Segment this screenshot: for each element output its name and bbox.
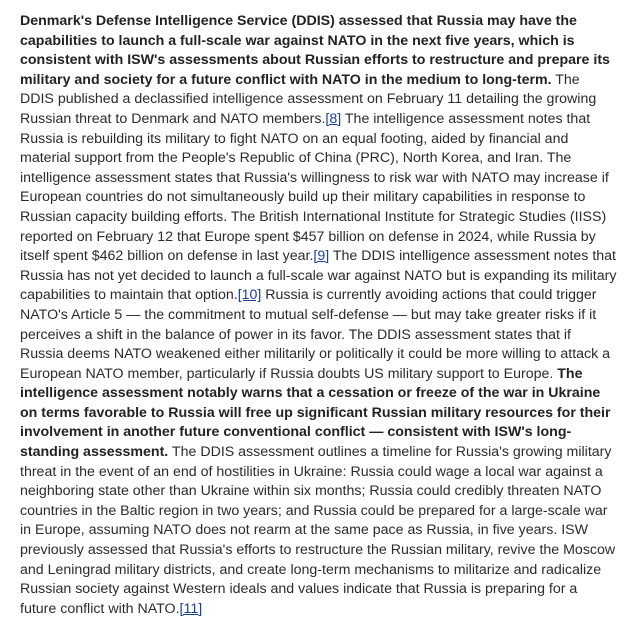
bold-lead-sentence: Denmark's Defense Intelligence Service (DDIS) assessed that Russia may have the capabilities to launch a full-scale war against NATO in the next five years, which is consistent with ISW's assessments about Russian efforts to restructure and prepare its military and society for a future conflict with NATO in the medium to long-term. [20,13,610,88]
article-paragraph [20,12,617,619]
footnote-link-11[interactable]: [11] [179,600,203,617]
footnote-link-10[interactable]: [10] [237,287,262,304]
footnote-link-8[interactable]: [8] [325,110,342,127]
text-run: The intelligence assessment notes that Russia is rebuilding its military to fight NATO on an equal footing, aided by financial and material support from the People's Republic of China (PRC), North Korea, and Iran. The intelligence assessment states that Russia's willingness to risk war with NATO may increase if European countries do not simultaneously build up their military capabilities in response to Russian capacity building efforts. The British International Institute for Strategic Studies (IISS) reported on February 12 that Europe spent $457 billion on defense in 2024, while Russia by itself spent $462 billion on defense in last year. [20,110,609,265]
text-run: The DDIS assessment outlines a timeline for Russia's growing military threat in the event of an end of hostilities in Ukraine: Russia could wage a local war against a neighboring state other than Ukraine within six months; Russia could credibly threaten NATO countries in the Baltic region in two years; and Russia could be prepared for a large-scale war in Europe, assuming NATO does not rearm at the same pace as Russia, in five years. ISW previously assessed that Russia's efforts to restructure the Russian military, revive the Moscow and Leningrad military districts, and create long-term mechanisms to militarize and radicalize Russian society against Western ideals and values indicate that Russia is preparing for a future conflict with NATO. [20,444,616,617]
footnote-link-9[interactable]: [9] [313,248,330,265]
text-run: Russia is currently avoiding actions that could trigger NATO's Article 5 — the commitment to mutual self-defense — but may take greater risks if it perceives a shift in the balance of power in its favor. The DDIS assessment states that if Russia deems NATO weakened either militarily or politically it could be more willing to attack a European NATO member, particularly if Russia doubts US military support to Europe. [20,287,611,382]
text-run: The DDIS published a declassified intelligence assessment on February 11 detailing the growing Russian threat to Denmark and NATO members. [20,71,597,127]
text-run: The DDIS intelligence assessment notes that Russia has not yet decided to launch a full-scale war against NATO but is expanding its military capabilities to maintain that option. [20,248,617,304]
bold-key-finding: The intelligence assessment notably warns that a cessation or freeze of the war in Ukraine on terms favorable to Russia will free up significant Russian military resources for their involvement in another future conventional conflict — consistent with ISW's long-standing assessment. [20,365,611,461]
